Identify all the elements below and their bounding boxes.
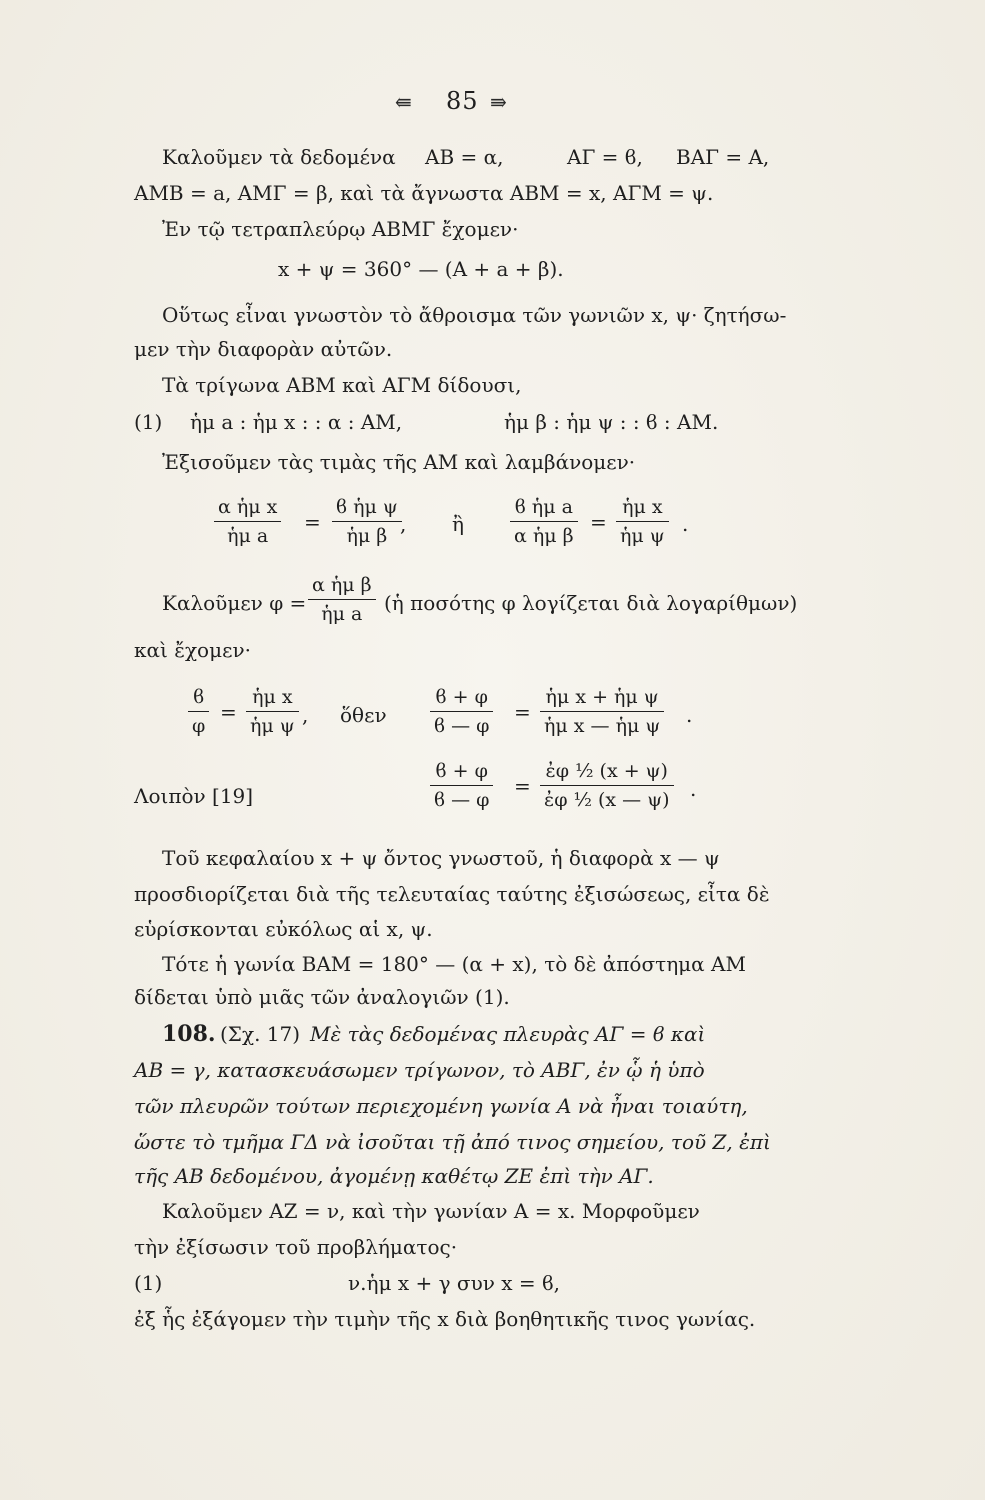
text-line: Τότε ἡ γωνία ΒΑΜ = 180° — (α + x), τὸ δὲ ἀπόστημα ΑΜ xyxy=(162,952,746,976)
text-line: ΑΜΒ = a, ΑΜΓ = β, καὶ τὰ ἄγνωστα ΑΒΜ = x, ΑΓΜ = ψ. xyxy=(134,181,714,205)
equation-number: (1) xyxy=(134,1271,163,1295)
text-line: ΑΒ = γ, κατασκευάσωμεν τρίγωνον, τὸ ΑΒΓ, ἐν ᾧ ἡ ὑπὸ xyxy=(134,1058,705,1082)
text-line: Καλοῦμεν ΑΖ = ν, καὶ τὴν γωνίαν Α = x. Μορφοῦμεν xyxy=(162,1199,700,1223)
text-line: Τοῦ κεφαλαίου x + ψ ὄντος γνωστοῦ, ἡ διαφορὰ x — ψ xyxy=(162,846,720,870)
fraction: $\frac{ϐ}{\varphi}$ xyxy=(188,686,209,737)
equals-sign: = xyxy=(304,510,321,534)
equation-line: ἡμ β : ἡμ ψ : : ϐ : ΑΜ. xyxy=(504,410,719,434)
text-line: ΒΑΓ = Α, xyxy=(676,145,770,169)
conjunction: ἢ xyxy=(452,512,464,536)
equation-number: (1) xyxy=(134,410,163,434)
fraction: $\frac{ϐ + \varphi}{ϐ — \varphi}$ xyxy=(430,760,493,811)
period: . xyxy=(682,512,689,536)
text-line: δίδεται ὑπὸ μιᾶς τῶν ἀναλογιῶν (1). xyxy=(134,985,510,1009)
left-ornament-icon: ⇚ xyxy=(395,90,412,114)
equals-sign: = xyxy=(514,700,531,724)
text-line: ὥστε τὸ τμῆμα ΓΔ νὰ ἰσοῦται τῇ ἀπό τινος σημείου, τοῦ Ζ, ἐπὶ xyxy=(134,1130,771,1154)
equation-line: ν.ἡμ x + γ συν x = ϐ, xyxy=(348,1271,561,1295)
period: . xyxy=(690,777,697,801)
figure-reference: (Σχ. 17) xyxy=(220,1022,301,1046)
text-line: τὴν ἐξίσωσιν τοῦ προβλήματος· xyxy=(134,1235,458,1259)
fraction: $\frac{\text{ἐφ ½ (x + ψ)}}{\text{ἐφ ½ (x — ψ)}}$ xyxy=(540,760,674,811)
equation-line: x + ψ = 360° — (Α + a + β). xyxy=(278,257,564,281)
fraction: $\frac{\text{α ἡμ β}}{\text{ἡμ a}}$ xyxy=(308,574,376,625)
fraction: $\frac{\text{ϐ ἡμ ψ}}{\text{ἡμ β}}$ xyxy=(332,496,402,547)
equals-sign: = xyxy=(590,510,607,534)
text-line: Λοιπὸν [19] xyxy=(134,784,254,808)
text-line: προσδιορίζεται διὰ τῆς τελευταίας ταύτης ἐξισώσεως, εἶτα δὲ xyxy=(134,882,770,906)
right-ornament-icon: ⇛ xyxy=(490,90,507,114)
equation-line: ἡμ a : ἡμ x : : α : ΑΜ, xyxy=(190,410,403,434)
fraction: $\frac{\text{ἡμ x}}{\text{ἡμ ψ}}$ xyxy=(616,496,669,547)
fraction: $\frac{\text{α ἡμ x}}{\text{ἡμ a}}$ xyxy=(214,496,281,547)
text-line: (ἡ ποσότης φ λογίζεται διὰ λογαρίθμων) xyxy=(384,591,798,615)
fraction: $\frac{ϐ + \varphi}{ϐ — \varphi}$ xyxy=(430,686,493,737)
text-line: τῶν πλευρῶν τούτων περιεχομένη γωνία Α νὰ ἦναι τοιαύτη, xyxy=(134,1094,748,1118)
equals-sign: = xyxy=(514,774,531,798)
text-line: Οὕτως εἶναι γνωστὸν τὸ ἄθροισμα τῶν γωνιῶν x, ψ· ζητήσω- xyxy=(162,303,787,327)
text-line: Καλοῦμεν τὰ δεδομένα xyxy=(162,145,396,169)
equals-sign: = xyxy=(220,700,237,724)
text-line: Ἐν τῷ τετραπλεύρῳ ΑΒΜΓ ἔχομεν· xyxy=(162,217,519,241)
text-line: τῆς ΑΒ δεδομένου, ἀγομένῃ καθέτῳ ΖΕ ἐπὶ τὴν ΑΓ. xyxy=(134,1164,654,1188)
text-line: Μὲ τὰς δεδομένας πλευρὰς ΑΓ = ϐ καὶ xyxy=(310,1022,706,1046)
fraction: $\frac{\text{ϐ ἡμ a}}{\text{α ἡμ β}}$ xyxy=(510,496,578,547)
period: . xyxy=(686,703,693,727)
text-line: ΑΓ = ϐ, xyxy=(567,145,643,169)
page-number: 85 xyxy=(446,87,479,115)
text-line: ΑΒ = α, xyxy=(425,145,504,169)
text-line: Ἐξισοῦμεν τὰς τιμὰς τῆς ΑΜ καὶ λαμβάνομεν· xyxy=(162,450,636,474)
comma: , xyxy=(400,512,407,536)
text-line: μεν τὴν διαφορὰν αὐτῶν. xyxy=(134,337,393,361)
text-line: ἐξ ἧς ἐξάγομεν τὴν τιμὴν τῆς x διὰ βοηθητικῆς τινος γωνίας. xyxy=(134,1307,756,1331)
text-line: εὑρίσκονται εὐκόλως αἱ x, ψ. xyxy=(134,917,433,941)
fraction: $\frac{\text{ἡμ x + ἡμ ψ}}{\text{ἡμ x — ἡμ ψ}}$ xyxy=(540,686,664,737)
fraction: $\frac{\text{ἡμ x}}{\text{ἡμ ψ}}$ xyxy=(246,686,299,737)
text-line: Τὰ τρίγωνα ΑΒΜ καὶ ΑΓΜ δίδουσι, xyxy=(162,373,522,397)
text-line: καὶ ἔχομεν· xyxy=(134,638,251,662)
text-line: ὅθεν xyxy=(340,703,387,727)
section-number: 108. xyxy=(162,1021,216,1047)
text-line: Καλοῦμεν φ = xyxy=(162,591,307,615)
comma: , xyxy=(302,703,309,727)
